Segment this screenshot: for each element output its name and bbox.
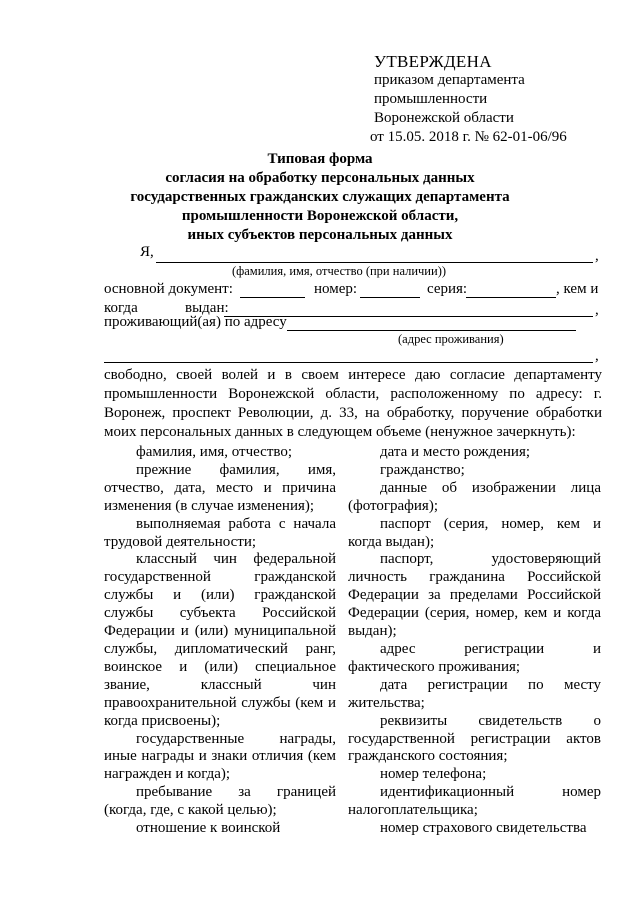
list-item: паспорт, удостоверяющий личность гражданина Российской Федерации за пределами Российской Федерации (серия, номер, кем и когда выдан);	[348, 551, 601, 640]
list-item: адрес регистрации и фактического проживания;	[348, 640, 601, 675]
consent-paragraph: свободно, своей волей и в своем интересе даю согласие департаменту промышленности Воронежской области, расположенному по адресу: г. Воронеж, проспект Революции, д. 33, на обработку, поручение обработки моих персональных данных в следующем объеме (ненужное зачеркнуть):	[104, 367, 602, 440]
approval-line: приказом департамента	[374, 72, 525, 88]
fio-field-line[interactable]	[156, 262, 593, 263]
approval-line: промышленности	[374, 91, 488, 107]
list-item: номер телефона;	[380, 766, 487, 783]
title-line: иных субъектов персональных данных	[187, 227, 453, 243]
list-item: реквизиты свидетельств о государственной регистрации актов гражданского состояния;	[348, 712, 601, 765]
list-item: паспорт (серия, номер, кем и когда выдан);	[348, 515, 601, 550]
list-item: прежние фамилия, имя, отчество, дата, место и причина изменения (в случае изменения);	[104, 461, 336, 514]
address-label: проживающий(ая) по адресу	[104, 314, 287, 330]
series-field-line[interactable]	[466, 297, 556, 298]
when-label: когда	[104, 300, 138, 316]
approval-line: Воронежской области	[374, 110, 514, 126]
address-field-line[interactable]	[287, 330, 576, 331]
approval-block	[370, 52, 567, 147]
title-line: промышленности Воронежской области,	[181, 208, 459, 224]
list-item: гражданство;	[380, 461, 465, 478]
list-item: отношение к воинской	[136, 820, 281, 837]
i-label: Я,	[140, 244, 154, 260]
approval-order: от 15.05. 2018 г. № 62-01-06/96	[370, 129, 567, 145]
title-line: согласия на обработку персональных данных	[165, 170, 475, 186]
list-item: пребывание за границей (когда, где, с какой целью);	[104, 784, 336, 819]
address-continuation-line[interactable]	[104, 362, 593, 363]
list-item: дата регистрации по месту жительства;	[348, 676, 601, 711]
right-column	[348, 444, 601, 838]
doc-label: основной документ:	[104, 281, 233, 297]
list-item: идентификационный номер налогоплательщика;	[348, 784, 601, 819]
comma: ,	[595, 348, 599, 364]
list-item: государственные награды, иные награды и знаки отличия (кем награжден и когда);	[104, 730, 336, 783]
number-label: номер:	[314, 281, 358, 297]
series-label: серия:	[427, 281, 468, 297]
title-line: государственных гражданских служащих департамента	[130, 189, 510, 205]
issued-by-label: , кем и	[556, 281, 599, 297]
address-caption: (адрес проживания)	[398, 332, 504, 346]
list-item: номер страхового свидетельства	[380, 820, 587, 837]
fio-caption: (фамилия, имя, отчество (при наличии))	[232, 264, 447, 278]
comma: ,	[595, 248, 599, 264]
list-item: классный чин федеральной государственной гражданской службы и (или) гражданской службы субъекта Российской Федерации и (или) муниципальной службы, дипломатический ранг, воинское и (или) специальное звание, классный чин правоохранительной службы (кем и когда присвоены);	[104, 551, 336, 729]
list-item: фамилия, имя, отчество;	[136, 444, 293, 460]
list-item: данные об изображении лица (фотография);	[348, 479, 601, 514]
issued-label: выдан:	[185, 300, 229, 316]
list-item: выполняемая работа с начала трудовой деятельности;	[104, 515, 336, 550]
left-column	[104, 444, 336, 838]
document-title	[0, 150, 640, 245]
doc-field-line[interactable]	[240, 297, 305, 298]
number-field-line[interactable]	[360, 297, 420, 298]
title-line: Типовая форма	[267, 151, 373, 167]
approval-heading: УТВЕРЖДЕНА	[374, 52, 492, 71]
list-item: дата и место рождения;	[380, 444, 531, 460]
comma: ,	[595, 302, 599, 318]
